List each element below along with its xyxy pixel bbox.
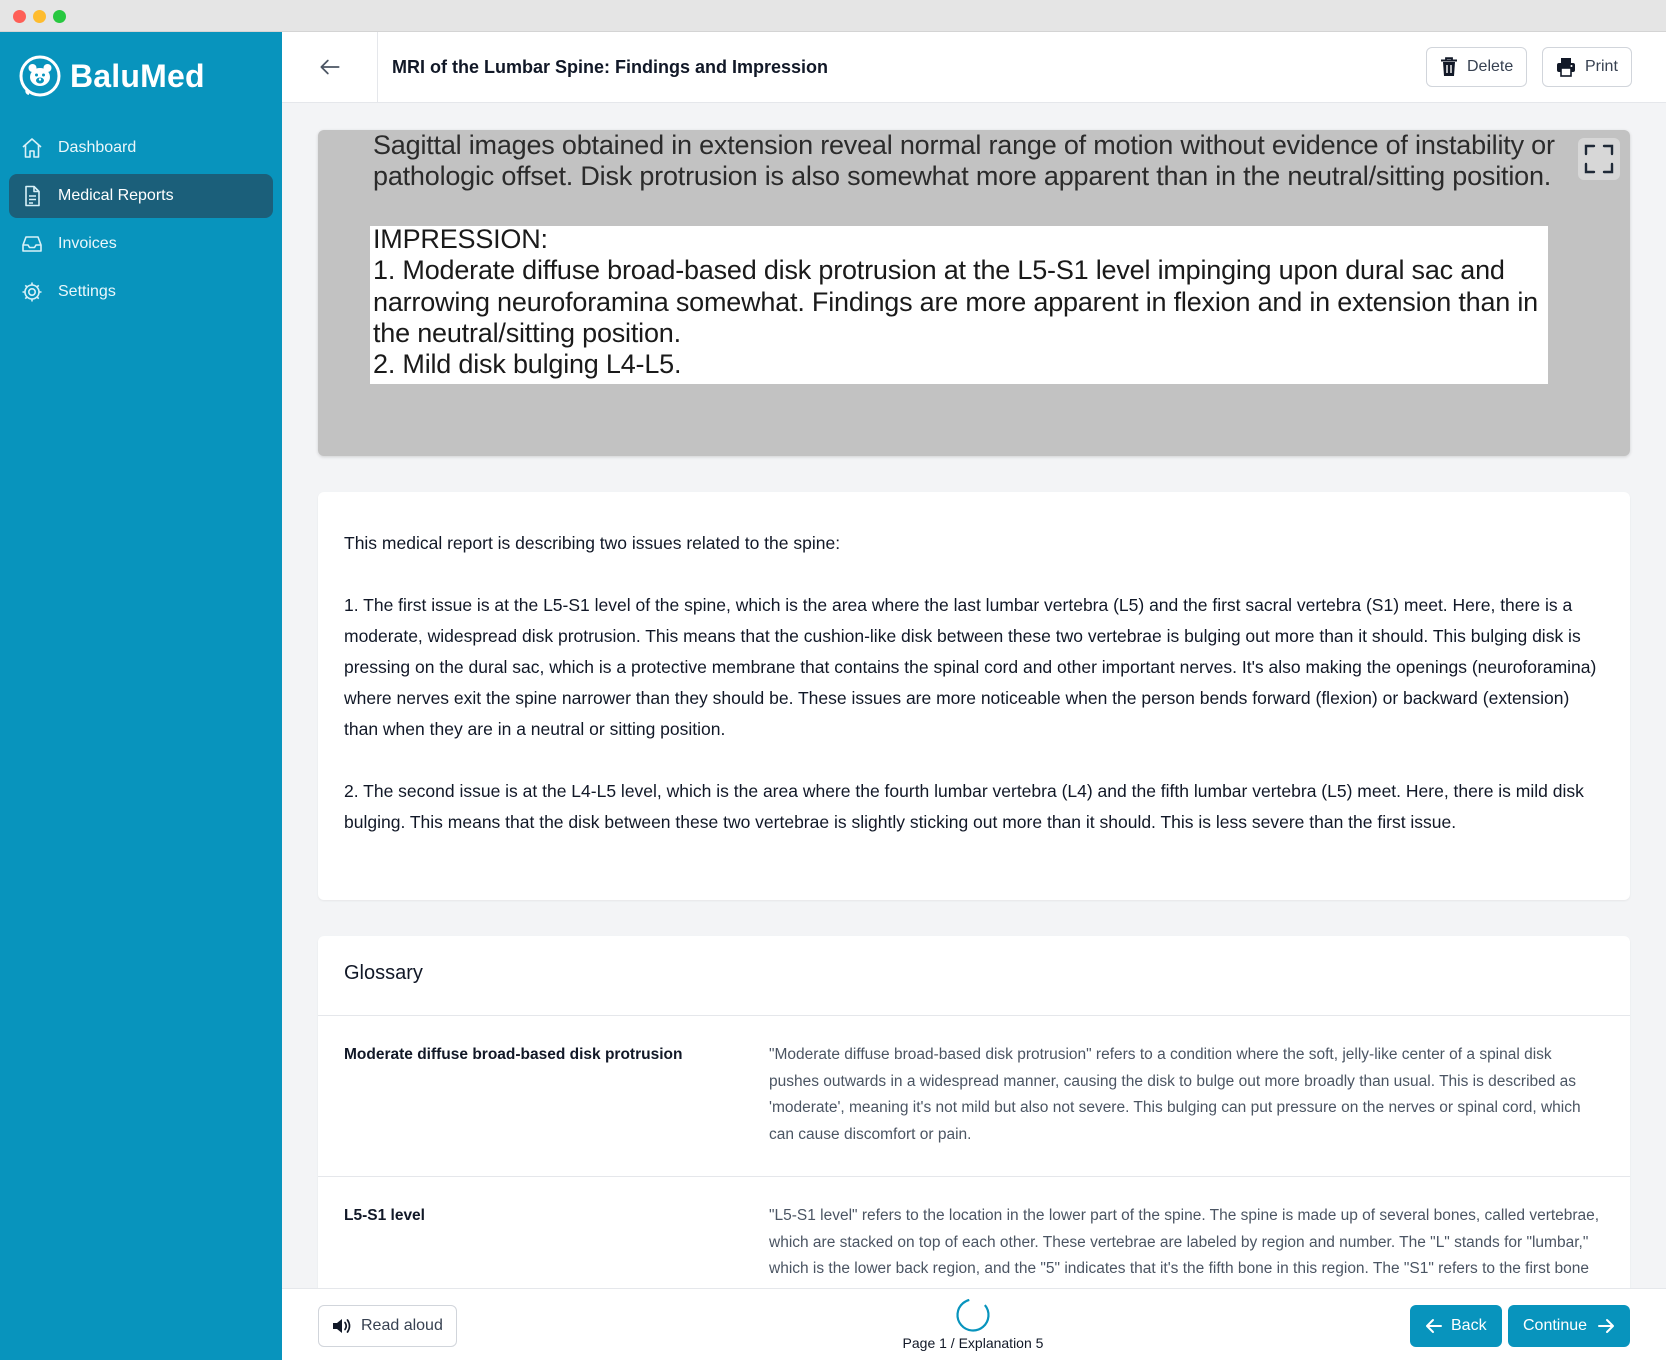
home-icon: [20, 136, 44, 160]
report-scan-image: [318, 130, 1630, 456]
sidebar-item-label: Invoices: [58, 235, 117, 252]
glossary-definition: "Moderate diffuse broad-based disk protrusion" refers to a condition where the soft, jelly-like center of a spinal disk pushes outwards in a widespread manner, causing the disk to bulge out more broadly than usual. This is described as 'moderate', meaning it's not mild but also not severe. This bulging can put pressure on the nerves or spinal cord, which can cause discomfort or pain.: [769, 1046, 1581, 1143]
arrow-left-icon: [317, 54, 343, 80]
scan-impression-line: 2. Mild disk bulging L4-L5.: [373, 349, 682, 379]
explanation-card: [318, 492, 1630, 900]
scan-impression-line: 1. Moderate diffuse broad-based disk protrusion at the L5-S1 level impinging upon dural sac and: [373, 255, 1505, 285]
read-aloud-button[interactable]: [318, 1305, 457, 1347]
glossary-entry: [318, 1016, 1630, 1177]
delete-button[interactable]: [1426, 47, 1527, 87]
sidebar-nav: [9, 126, 273, 318]
delete-label: Delete: [1467, 58, 1514, 75]
inbox-icon: [20, 232, 44, 256]
sidebar-item-invoices[interactable]: [9, 222, 273, 266]
scan-text-line: pathologic offset. Disk protrusion is also somewhat more apparent than in the neutral/sitting position.: [373, 161, 1552, 191]
sidebar-item-label: Medical Reports: [58, 187, 174, 204]
explanation-paragraph: 1. The first issue is at the L5-S1 level of the spine, which is the area where the last lumbar vertebra (L5) and the first sacral vertebra (S1) meet. Here, there is a moderate, widespread disk protrusion. This means that the cushion-like disk between these two vertebrae is bulging out more than it should. This bulging disk is pressing on the dural sac, which is a protective membrane that contains the spinal cord and other important nerves. It's also making the openings (neuroforamina) where nerves exit the spine narrower than they should be. These issues are more noticeable when the person bends forward (flexion) or backward (extension) than when they are in a neutral or sitting position.: [344, 595, 1597, 739]
app-logo[interactable]: [18, 54, 205, 98]
print-label: Print: [1585, 58, 1618, 75]
window-titlebar: [0, 0, 1666, 32]
sidebar-item-dashboard[interactable]: [9, 126, 273, 170]
sidebar-item-settings[interactable]: [9, 270, 273, 314]
scan-impression-line: narrowing neuroforamina somewhat. Findings are more apparent in flexion and in extension than in: [373, 287, 1538, 317]
read-aloud-label: Read aloud: [361, 1317, 443, 1334]
page-title: MRI of the Lumbar Spine: Findings and Impression: [392, 57, 829, 77]
sidebar-item-label: Dashboard: [58, 139, 137, 156]
back-arrow-button[interactable]: [282, 32, 378, 102]
printer-icon: [1556, 57, 1576, 77]
sidebar-item-medical-reports[interactable]: [9, 174, 273, 218]
minimize-window-button[interactable]: [33, 10, 46, 23]
bear-logo-icon: [18, 54, 62, 98]
glossary-title: Glossary: [318, 936, 1630, 1016]
page-indicator: Page 1 / Explanation 5: [902, 1335, 1044, 1351]
explanation-paragraph: 2. The second issue is at the L4-L5 level, which is the area where the fourth lumbar vertebra (L4) and the fifth lumbar vertebra (L5) meet. Here, there is mild disk bulging. This means that the disk between these two vertebrae is slightly sticking out more than it should. This is less severe than the first issue.: [344, 781, 1584, 832]
scan-text-line: Sagittal images obtained in extension reveal normal range of motion without evidence of instability or: [373, 130, 1555, 160]
back-button[interactable]: [1410, 1305, 1502, 1347]
glossary-term: Moderate diffuse broad-based disk protrusion: [344, 1046, 683, 1063]
print-button[interactable]: [1542, 47, 1632, 87]
sidebar: [0, 32, 282, 1360]
glossary-definition: "L5-S1 level" refers to the location in the lower part of the spine. The spine is made up of several bones, called vertebrae, which are stacked on top of each other. These vertebrae are labeled by region and number. The "L" stands for "lumbar," which is the lower back region, and the "5" indicates that it's the fifth bone in this region. The "S1" refers to the first bone: [769, 1207, 1600, 1277]
sidebar-item-label: Settings: [58, 283, 116, 300]
bottom-toolbar: [282, 1288, 1666, 1360]
trash-icon: [1440, 57, 1458, 77]
glossary-card: [318, 936, 1630, 1336]
back-label: Back: [1451, 1317, 1487, 1334]
top-bar: [282, 32, 1666, 103]
explanation-paragraph: This medical report is describing two issues related to the spine:: [344, 533, 841, 553]
continue-button[interactable]: [1508, 1305, 1630, 1347]
scan-impression-line: the neutral/sitting position.: [373, 318, 681, 348]
close-window-button[interactable]: [13, 10, 26, 23]
fullscreen-button[interactable]: [1578, 138, 1620, 180]
maximize-window-button[interactable]: [53, 10, 66, 23]
glossary-term: L5-S1 level: [344, 1207, 425, 1224]
document-icon: [20, 184, 44, 208]
arrow-right-icon: [1597, 1317, 1615, 1335]
gear-icon: [20, 280, 44, 304]
continue-label: Continue: [1523, 1317, 1588, 1334]
app-name: BaluMed: [70, 57, 205, 94]
speaker-icon: [332, 1317, 352, 1335]
expand-icon: [1583, 143, 1615, 175]
arrow-left-icon: [1425, 1317, 1443, 1335]
scan-impression-highlight: [370, 226, 1548, 384]
loading-spinner-icon: [955, 1297, 991, 1333]
scan-impression-line: IMPRESSION:: [373, 224, 548, 254]
